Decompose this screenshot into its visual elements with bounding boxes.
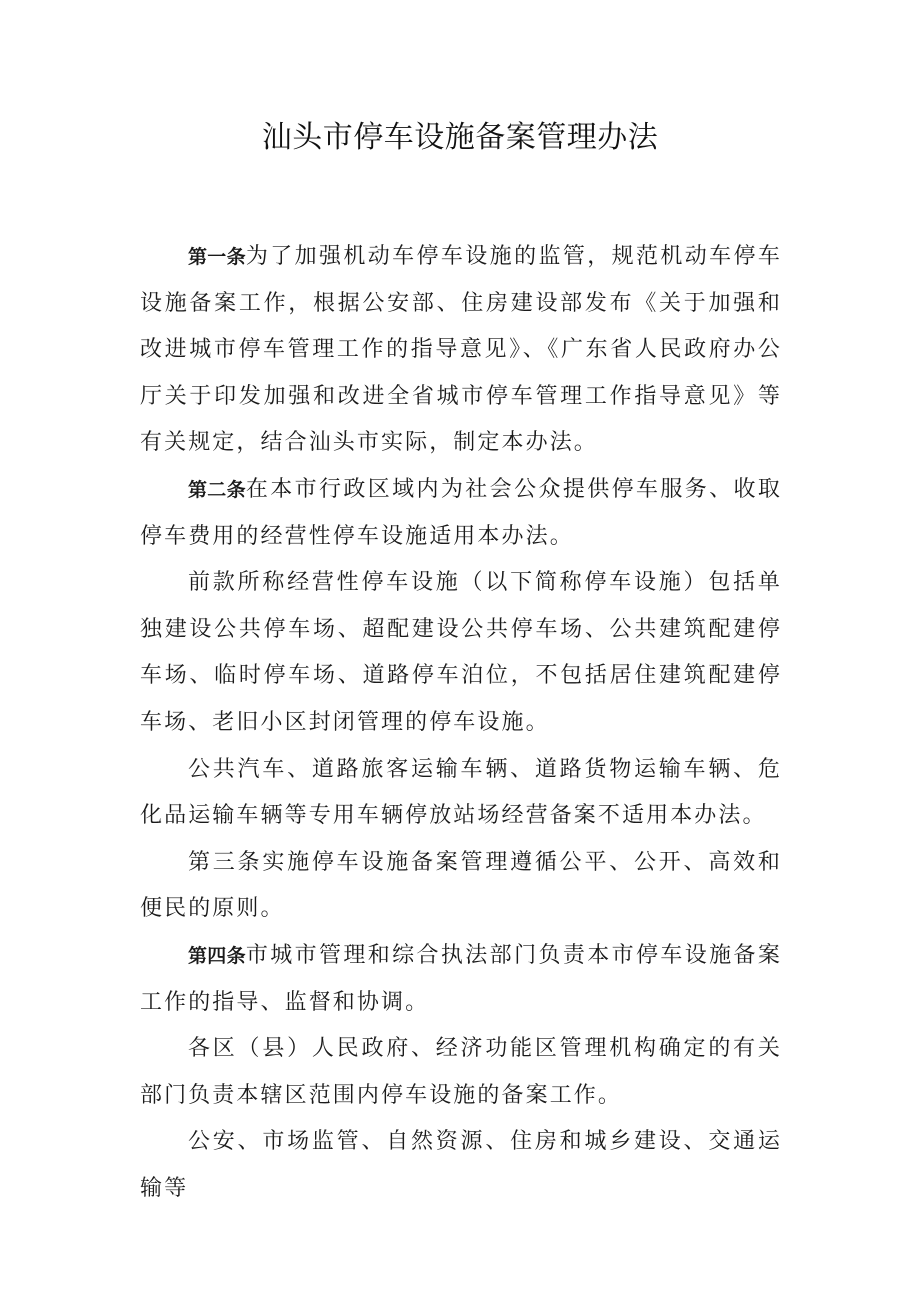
- paragraph-article-1: [140, 234, 782, 467]
- paragraph-departments: [140, 1119, 782, 1212]
- article-number: 第四条: [188, 944, 246, 967]
- document-body: [140, 234, 782, 1212]
- paragraph-article-2: [140, 467, 782, 560]
- paragraph-text: 为了加强机动车停车设施的监管，规范机动车停车设施备案工作，根据公安部、住房建设部发布《关于加强和改进城市停车管理工作的指导意见》、《广东省人民政府办公厅关于印发加强和改进全省城市停车管理工作指导意见》等有关规定，结合汕头市实际，制定本办法。: [140, 244, 782, 456]
- paragraph-text: 前款所称经营性停车设施（以下简称停车设施）包括单独建设公共停车场、超配建设公共停车场、公共建筑配建停车场、临时停车场、道路停车泊位，不包括居住建筑配建停车场、老旧小区封闭管理的停车设施。: [140, 570, 782, 735]
- document-title: 汕头市停车设施备案管理办法: [261, 120, 659, 155]
- paragraph-article-4: [140, 933, 782, 1026]
- paragraph-text: 市城市管理和综合执法部门负责本市停车设施备案工作的指导、监督和协调。: [140, 942, 782, 1015]
- paragraph-scope: [140, 560, 782, 746]
- paragraph-exclusion: [140, 747, 782, 840]
- paragraph-text: 公安、市场监管、自然资源、住房和城乡建设、交通运输等: [140, 1129, 782, 1201]
- paragraph-article-3: [140, 840, 782, 933]
- article-number: 第一条: [188, 246, 246, 268]
- paragraph-text: 公共汽车、道路旅客运输车辆、道路货物运输车辆、危化品运输车辆等专用车辆停放站场经营备案不适用本办法。: [140, 756, 782, 829]
- paragraph-district-duty: [140, 1026, 782, 1119]
- article-number: 第二条: [188, 478, 246, 501]
- paragraph-text: 各区（县）人民政府、经济功能区管理机构确定的有关部门负责本辖区范围内停车设施的备案工作。: [140, 1036, 782, 1108]
- paragraph-text: 第三条实施停车设施备案管理遵循公平、公开、高效和便民的原则。: [140, 849, 782, 922]
- paragraph-text: 在本市行政区域内为社会公众提供停车服务、收取停车费用的经营性停车设施适用本办法。: [140, 476, 782, 549]
